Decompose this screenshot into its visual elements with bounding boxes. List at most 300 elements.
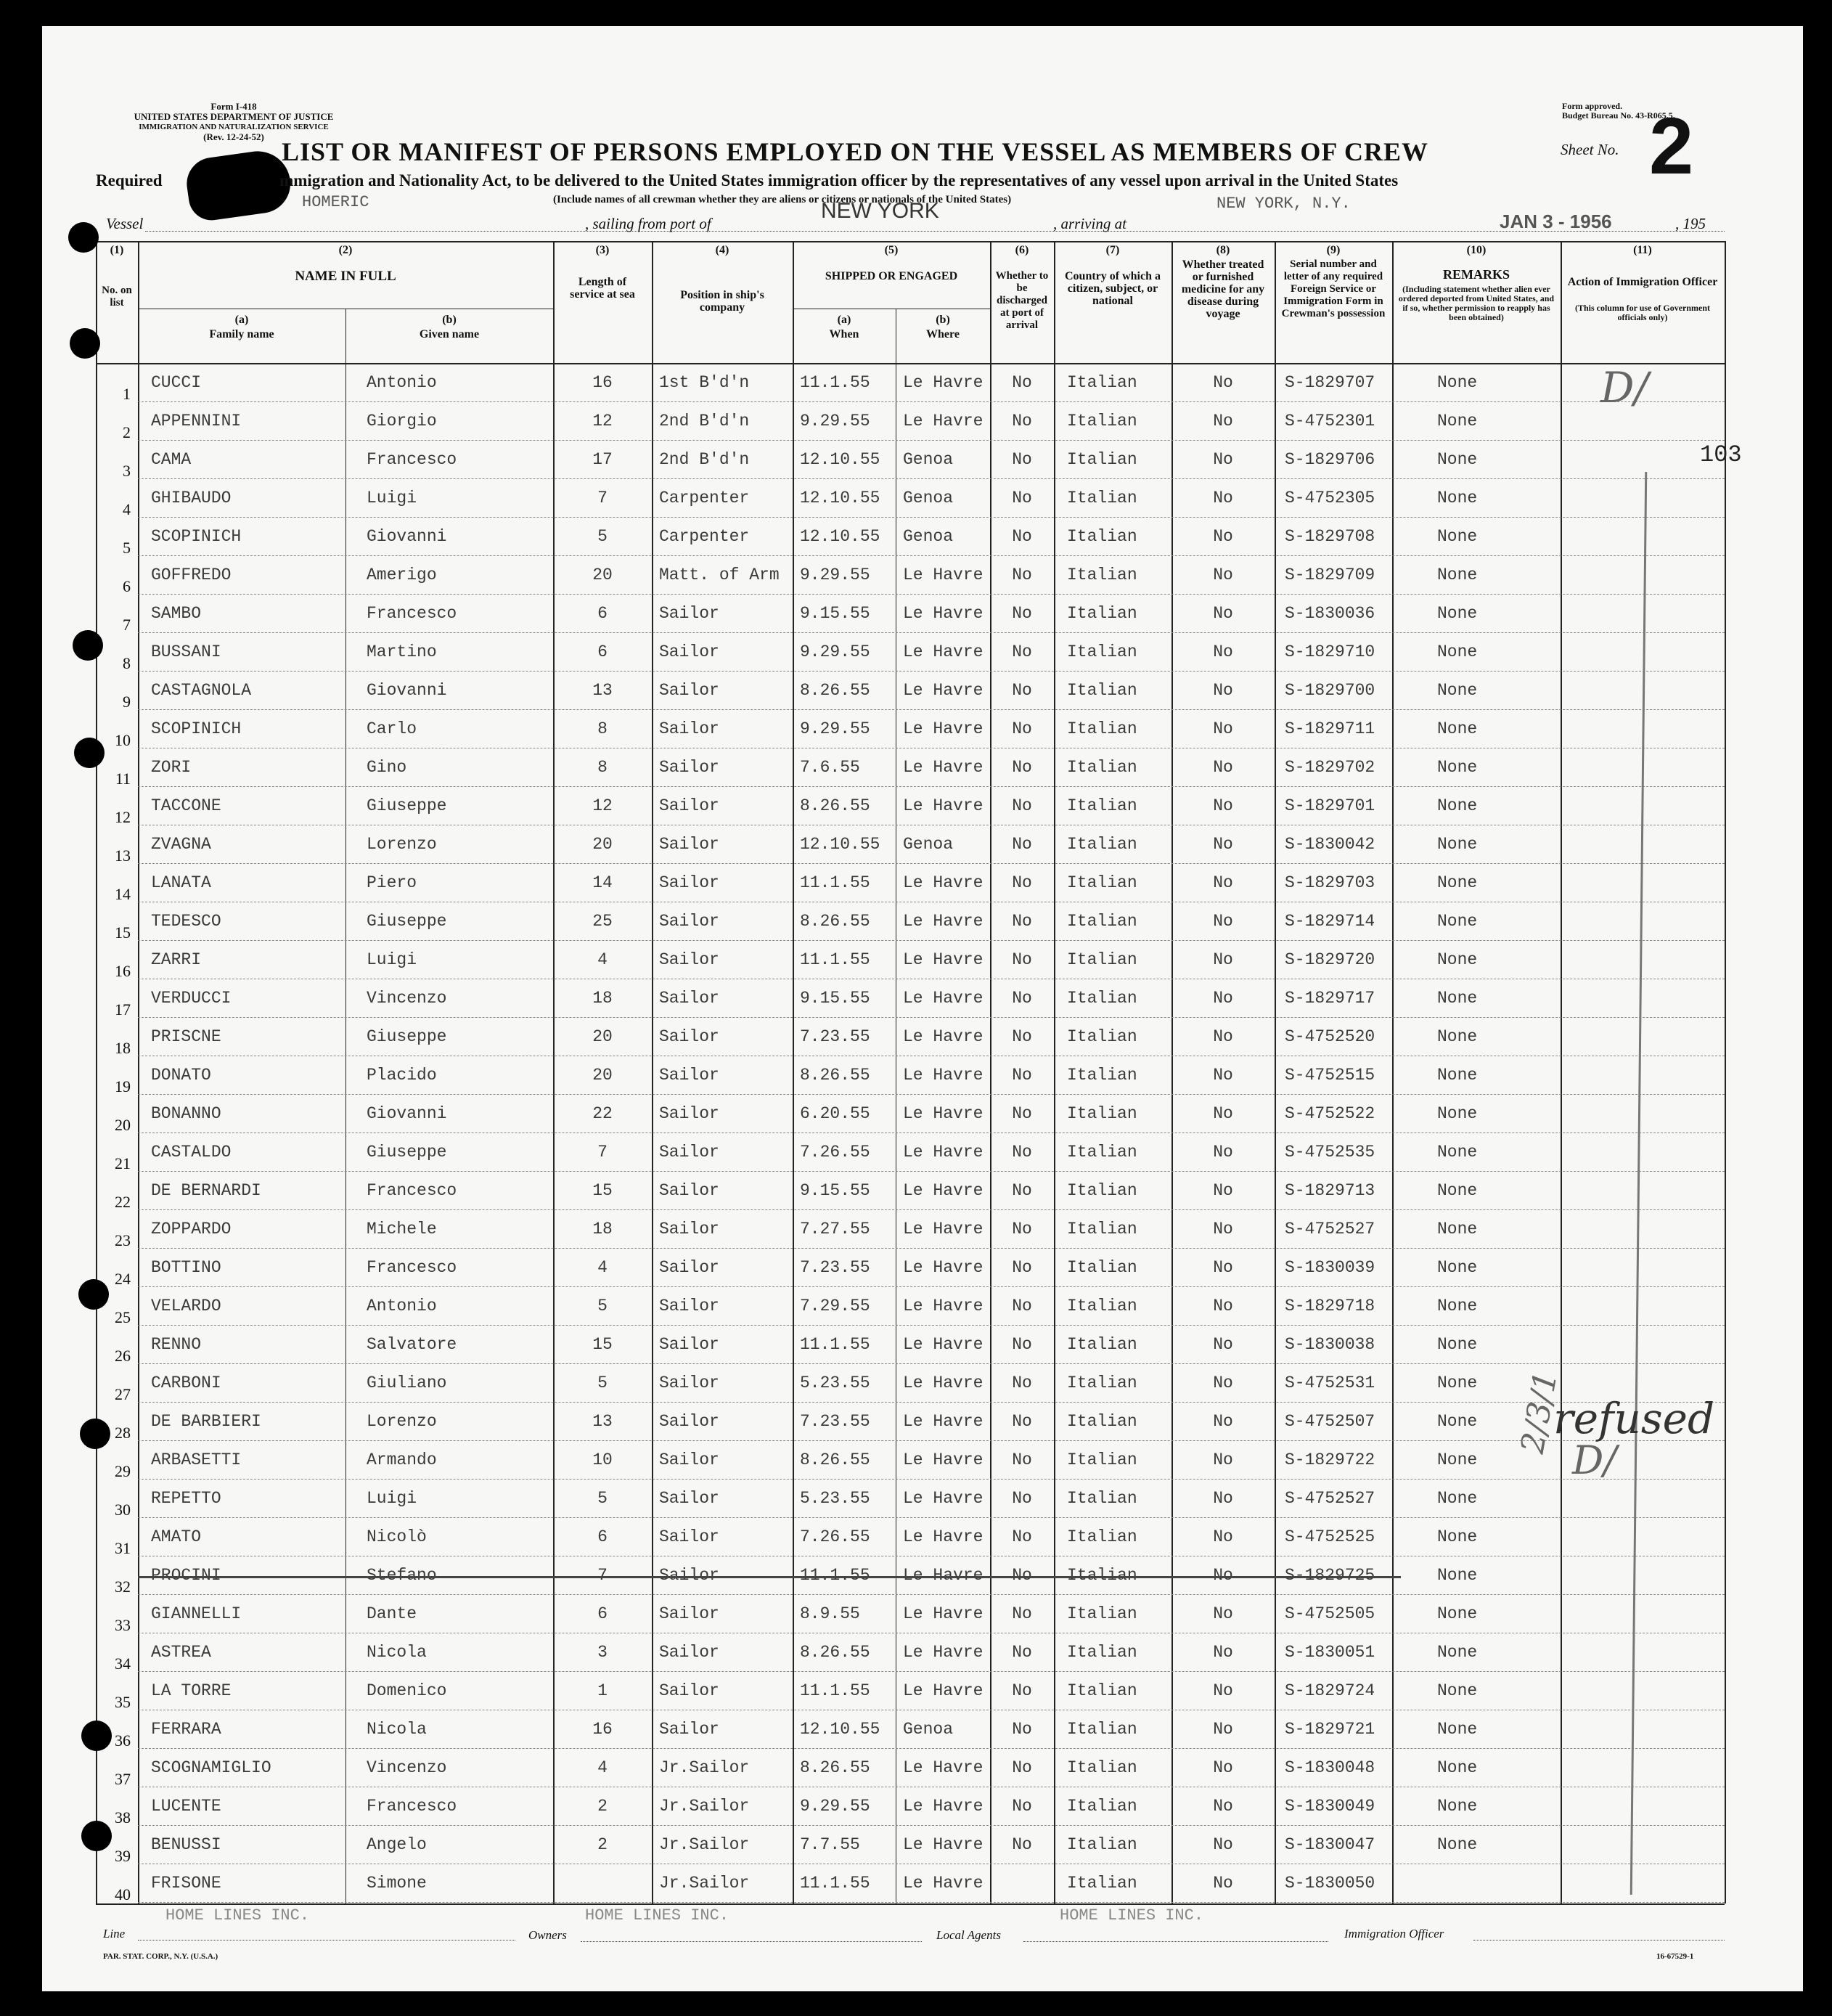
cell-country: Italian	[1067, 1797, 1137, 1816]
cell-treated: No	[1213, 1797, 1233, 1816]
cell-family: SCOPINICH	[151, 527, 242, 546]
cell-serial: S-4752301	[1285, 412, 1375, 430]
cell-length: 7	[597, 1566, 608, 1585]
cell-position: Sailor	[659, 1643, 719, 1662]
cell-country: Italian	[1067, 1604, 1137, 1623]
row-number: 38	[115, 1808, 131, 1827]
cell-country: Italian	[1067, 758, 1137, 777]
col2b-header: Given name	[419, 328, 480, 340]
row-divider	[138, 1748, 1725, 1749]
cell-where: Le Havre	[903, 412, 984, 430]
cell-position: Sailor	[659, 796, 719, 815]
cell-when: 8.26.55	[800, 1758, 870, 1777]
cell-given: Luigi	[367, 489, 417, 507]
cell-when: 7.23.55	[800, 1258, 870, 1277]
cell-treated: No	[1213, 1412, 1233, 1431]
cell-remarks: None	[1437, 1412, 1478, 1431]
cell-length: 15	[592, 1335, 613, 1354]
punch-hole	[81, 1721, 112, 1751]
cell-where: Le Havre	[903, 719, 984, 738]
cell-discharge: No	[1012, 527, 1032, 546]
cell-length: 25	[592, 912, 613, 931]
arrival-date-stamp: JAN 3 - 1956	[1500, 211, 1612, 232]
cell-given: Armando	[367, 1450, 437, 1469]
arriving-port: NEW YORK, N.Y.	[1216, 195, 1351, 213]
col11-number: (11)	[1633, 244, 1652, 256]
cell-treated: No	[1213, 835, 1233, 854]
cell-when: 9.29.55	[800, 642, 870, 661]
include-note: (Include names of all crewman whether they are aliens or citizens or nationals of the United States)	[553, 194, 1012, 205]
cell-serial: S-1829708	[1285, 527, 1375, 546]
cell-where: Le Havre	[903, 1297, 984, 1315]
cell-when: 7.27.55	[800, 1220, 870, 1238]
cell-remarks: None	[1437, 1181, 1478, 1200]
cell-serial: S-1830047	[1285, 1835, 1375, 1854]
cell-given: Francesco	[367, 1181, 457, 1200]
cell-position: Sailor	[659, 1297, 719, 1315]
row-number: 9	[123, 693, 131, 711]
cell-remarks: None	[1437, 1258, 1478, 1277]
cell-position: Sailor	[659, 681, 719, 700]
cell-discharge: No	[1012, 1720, 1032, 1739]
cell-serial: S-1829725	[1285, 1566, 1375, 1585]
row-number: 15	[115, 923, 131, 942]
col4-header: Position in ship's company	[680, 289, 764, 314]
cell-length: 8	[597, 719, 608, 738]
cell-family: TEDESCO	[151, 912, 221, 931]
row-number: 13	[115, 846, 131, 865]
cell-position: Carpenter	[659, 489, 750, 507]
cell-discharge: No	[1012, 412, 1032, 430]
cell-where: Genoa	[903, 527, 954, 546]
cell-treated: No	[1213, 1027, 1233, 1046]
form-revision: (Rev. 12-24-52)	[203, 131, 264, 142]
cell-given: Lorenzo	[367, 1412, 437, 1431]
cell-length: 17	[592, 450, 613, 469]
row-divider	[138, 1248, 1725, 1249]
cell-remarks: None	[1437, 373, 1478, 392]
cell-discharge: No	[1012, 1758, 1032, 1777]
cell-remarks: None	[1437, 1604, 1478, 1623]
col-border-3	[652, 241, 653, 1903]
cell-where: Le Havre	[903, 1335, 984, 1354]
cell-family: TACCONE	[151, 796, 221, 815]
col4-number: (4)	[715, 244, 729, 256]
col3-number: (3)	[595, 244, 610, 256]
cell-treated: No	[1213, 1258, 1233, 1277]
table-top-border	[96, 241, 1725, 242]
cell-where: Le Havre	[903, 566, 984, 584]
col-border-6	[1054, 241, 1055, 1903]
cell-treated: No	[1213, 1450, 1233, 1469]
row-number: 10	[115, 731, 131, 749]
row-divider	[138, 1671, 1725, 1672]
scan-border-left	[0, 0, 42, 2016]
cell-serial: S-4752535	[1285, 1143, 1375, 1162]
cell-treated: No	[1213, 412, 1233, 430]
cell-length: 20	[592, 1066, 613, 1085]
cell-treated: No	[1213, 1566, 1233, 1585]
col1-header: No. on list	[102, 285, 132, 309]
cell-where: Le Havre	[903, 758, 984, 777]
cell-family: GIANNELLI	[151, 1604, 242, 1623]
cell-serial: S-1830042	[1285, 835, 1375, 854]
cell-discharge: No	[1012, 1027, 1032, 1046]
col9-header: Serial number and letter of any required Foreign Service or Immigration Form in Crewman's possession	[1281, 258, 1386, 319]
row-divider	[138, 401, 1725, 402]
table-header-border	[96, 363, 1725, 364]
cell-position: Sailor	[659, 1258, 719, 1277]
cell-given: Piero	[367, 873, 417, 892]
cell-given: Giuseppe	[367, 1143, 447, 1162]
cell-when: 7.23.55	[800, 1027, 870, 1046]
cell-discharge: No	[1012, 1335, 1032, 1354]
department-name: UNITED STATES DEPARTMENT OF JUSTICE	[134, 111, 334, 122]
cell-family: PRISCNE	[151, 1027, 221, 1046]
cell-length: 5	[597, 1374, 608, 1392]
cell-family: PROCINI	[151, 1566, 221, 1585]
pencil-mark-top: D/	[1600, 363, 1649, 412]
cell-where: Genoa	[903, 835, 954, 854]
cell-position: Sailor	[659, 758, 719, 777]
col8-number: (8)	[1216, 244, 1230, 256]
col6-number: (6)	[1015, 244, 1029, 256]
cell-position: Sailor	[659, 1681, 719, 1700]
cell-country: Italian	[1067, 1258, 1137, 1277]
cell-given: Antonio	[367, 1297, 437, 1315]
cell-position: Jr.Sailor	[659, 1797, 750, 1816]
cell-family: DONATO	[151, 1066, 211, 1085]
row-divider	[138, 1017, 1725, 1018]
row-number: 32	[115, 1578, 131, 1596]
cell-family: ZARRI	[151, 950, 202, 969]
vessel-underline	[145, 231, 1725, 232]
cell-given: Giuliano	[367, 1374, 447, 1392]
cell-family: ZVAGNA	[151, 835, 211, 854]
cell-where: Le Havre	[903, 1027, 984, 1046]
cell-treated: No	[1213, 1874, 1233, 1893]
cell-discharge: No	[1012, 1258, 1032, 1277]
cell-position: Jr.Sailor	[659, 1835, 750, 1854]
cell-given: Simone	[367, 1874, 427, 1893]
cell-when: 8.9.55	[800, 1604, 860, 1623]
cell-given: Giovanni	[367, 1104, 447, 1123]
row-number: 22	[115, 1193, 131, 1211]
cell-serial: S-4752527	[1285, 1220, 1375, 1238]
cell-remarks: None	[1437, 1681, 1478, 1700]
row-number: 36	[115, 1731, 131, 1750]
cell-remarks: None	[1437, 1066, 1478, 1085]
row-number: 11	[115, 770, 131, 788]
subtitle-right: mmigration and Nationality Act, to be delivered to the United States immigration officer by the representatives of any vessel upon arrival in the United States	[279, 171, 1399, 189]
cell-treated: No	[1213, 489, 1233, 507]
cell-country: Italian	[1067, 1835, 1137, 1854]
cell-when: 6.20.55	[800, 1104, 870, 1123]
row-number: 24	[115, 1270, 131, 1288]
cell-treated: No	[1213, 373, 1233, 392]
line-value: HOME LINES INC.	[165, 1906, 310, 1925]
col5a-letter: (a)	[837, 314, 851, 326]
row-divider	[138, 786, 1725, 787]
cell-length: 6	[597, 642, 608, 661]
cell-where: Le Havre	[903, 1143, 984, 1162]
cell-when: 7.26.55	[800, 1527, 870, 1546]
cell-family: SCOGNAMIGLIO	[151, 1758, 271, 1777]
cell-where: Le Havre	[903, 1874, 984, 1893]
cell-remarks: None	[1437, 873, 1478, 892]
row-number: 34	[115, 1654, 131, 1673]
pencil-date-note: 2/3/1	[1513, 1368, 1565, 1456]
cell-length: 2	[597, 1835, 608, 1854]
cell-country: Italian	[1067, 1643, 1137, 1662]
cell-where: Le Havre	[903, 950, 984, 969]
cell-where: Le Havre	[903, 873, 984, 892]
cell-when: 8.26.55	[800, 1643, 870, 1662]
cell-country: Italian	[1067, 950, 1137, 969]
row-number: 7	[123, 616, 131, 634]
cell-given: Amerigo	[367, 566, 437, 584]
row-divider	[138, 1479, 1725, 1480]
cell-length: 10	[592, 1450, 613, 1469]
cell-treated: No	[1213, 796, 1233, 815]
col5a-header: When	[829, 328, 859, 340]
row-divider	[138, 1286, 1725, 1287]
cell-country: Italian	[1067, 1450, 1137, 1469]
cell-where: Le Havre	[903, 604, 984, 623]
punch-hole	[68, 222, 99, 253]
cell-remarks: None	[1437, 912, 1478, 931]
col10-note: (Including statement whether alien ever ordered deported from United States, and if so, whether permission to reapply has been obtained)	[1398, 284, 1555, 322]
cell-family: SAMBO	[151, 604, 202, 623]
row-number: 23	[115, 1231, 131, 1249]
cell-country: Italian	[1067, 1374, 1137, 1392]
cell-discharge: No	[1012, 1835, 1032, 1854]
cell-when: 7.6.55	[800, 758, 860, 777]
cell-family: BENUSSI	[151, 1835, 221, 1854]
cell-when: 11.1.55	[800, 1681, 870, 1700]
cell-country: Italian	[1067, 796, 1137, 815]
cell-discharge: No	[1012, 796, 1032, 815]
row-number: 14	[115, 885, 131, 903]
cell-remarks: None	[1437, 1297, 1478, 1315]
cell-given: Francesco	[367, 1797, 457, 1816]
cell-when: 5.23.55	[800, 1374, 870, 1392]
row-number: 30	[115, 1501, 131, 1519]
arriving-label: , arriving at	[1053, 215, 1126, 232]
cell-country: Italian	[1067, 1412, 1137, 1431]
cell-when: 12.10.55	[800, 489, 880, 507]
cell-family: BOTTINO	[151, 1258, 221, 1277]
punch-hole	[80, 1419, 110, 1449]
side-number: 103	[1700, 441, 1742, 468]
row-divider	[138, 1825, 1725, 1826]
cell-family: CARBONI	[151, 1374, 221, 1392]
row-divider	[138, 555, 1725, 556]
cell-position: Sailor	[659, 912, 719, 931]
col8-header: Whether treated or furnished medicine for any disease during voyage	[1181, 258, 1265, 320]
cell-length: 7	[597, 1143, 608, 1162]
cell-position: Sailor	[659, 1374, 719, 1392]
cell-serial: S-4752507	[1285, 1412, 1375, 1431]
cell-country: Italian	[1067, 1297, 1137, 1315]
cell-position: Sailor	[659, 1104, 719, 1123]
cell-serial: S-4752522	[1285, 1104, 1375, 1123]
cell-discharge: No	[1012, 642, 1032, 661]
cell-remarks: None	[1437, 1527, 1478, 1546]
cell-length: 20	[592, 1027, 613, 1046]
cell-country: Italian	[1067, 1066, 1137, 1085]
cell-family: ARBASETTI	[151, 1450, 242, 1469]
cell-treated: No	[1213, 1297, 1233, 1315]
cell-when: 11.1.55	[800, 1566, 870, 1585]
owners-underline	[581, 1941, 922, 1942]
cell-given: Martino	[367, 642, 437, 661]
cell-treated: No	[1213, 681, 1233, 700]
col5b-header: Where	[926, 328, 960, 340]
cell-serial: S-1829718	[1285, 1297, 1375, 1315]
cell-remarks: None	[1437, 1566, 1478, 1585]
cell-where: Le Havre	[903, 1412, 984, 1431]
cell-family: LANATA	[151, 873, 211, 892]
cell-discharge: No	[1012, 1681, 1032, 1700]
col9-number: (9)	[1326, 244, 1341, 256]
owners-value: HOME LINES INC.	[585, 1906, 729, 1925]
cell-treated: No	[1213, 1720, 1233, 1739]
cell-when: 8.26.55	[800, 1450, 870, 1469]
cell-given: Antonio	[367, 373, 437, 392]
cell-position: Sailor	[659, 642, 719, 661]
cell-position: Sailor	[659, 950, 719, 969]
col2b-letter: (b)	[442, 314, 457, 326]
cell-country: Italian	[1067, 412, 1137, 430]
service-name: IMMIGRATION AND NATURALIZATION SERVICE	[139, 123, 329, 131]
cell-discharge: No	[1012, 1143, 1032, 1162]
row-number: 17	[115, 1000, 131, 1019]
cell-discharge: No	[1012, 1066, 1032, 1085]
row-number: 3	[123, 462, 131, 480]
col5b-letter: (b)	[936, 314, 950, 326]
form-number: Form I-418	[210, 101, 257, 112]
cell-country: Italian	[1067, 873, 1137, 892]
cell-serial: S-1829721	[1285, 1720, 1375, 1739]
cell-country: Italian	[1067, 1527, 1137, 1546]
cell-serial: S-1829706	[1285, 450, 1375, 469]
cell-given: Francesco	[367, 450, 457, 469]
col-border-5	[990, 241, 991, 1903]
cell-family: ZORI	[151, 758, 192, 777]
cell-remarks: None	[1437, 719, 1478, 738]
col5-number: (5)	[884, 244, 899, 256]
cell-position: Sailor	[659, 1604, 719, 1623]
row-number: 35	[115, 1693, 131, 1711]
cell-position: Sailor	[659, 1412, 719, 1431]
cell-when: 9.29.55	[800, 719, 870, 738]
cell-family: CASTAGNOLA	[151, 681, 252, 700]
row-number: 12	[115, 808, 131, 826]
pencil-refused-note: refused	[1553, 1394, 1715, 1443]
cell-when: 7.23.55	[800, 1412, 870, 1431]
punch-hole	[81, 1821, 112, 1851]
cell-where: Le Havre	[903, 1181, 984, 1200]
printer-line: PAR. STAT. CORP., N.Y. (U.S.A.)	[103, 1952, 218, 1961]
cell-given: Giovanni	[367, 527, 447, 546]
row-number: 29	[115, 1462, 131, 1480]
cell-where: Le Havre	[903, 1758, 984, 1777]
cell-family: CAMA	[151, 450, 192, 469]
cell-remarks: None	[1437, 989, 1478, 1008]
cell-treated: No	[1213, 1066, 1233, 1085]
cell-position: Sailor	[659, 1450, 719, 1469]
col11-header: Action of Immigration Officer	[1567, 276, 1718, 288]
cell-serial: S-1829701	[1285, 796, 1375, 815]
cell-position: Sailor	[659, 1489, 719, 1508]
cell-country: Italian	[1067, 1758, 1137, 1777]
row-number: 18	[115, 1039, 131, 1057]
cell-country: Italian	[1067, 1335, 1137, 1354]
cell-remarks: None	[1437, 1220, 1478, 1238]
cell-position: 2nd B'd'n	[659, 450, 750, 469]
cell-where: Le Havre	[903, 1604, 984, 1623]
cell-treated: No	[1213, 758, 1233, 777]
cell-remarks: None	[1437, 450, 1478, 469]
cell-serial: S-1830038	[1285, 1335, 1375, 1354]
cell-position: Carpenter	[659, 527, 750, 546]
cell-family: RENNO	[151, 1335, 202, 1354]
cell-given: Francesco	[367, 604, 457, 623]
cell-country: Italian	[1067, 1681, 1137, 1700]
vessel-label: Vessel	[106, 215, 144, 232]
row-number: 20	[115, 1116, 131, 1134]
cell-country: Italian	[1067, 681, 1137, 700]
cell-discharge: No	[1012, 989, 1032, 1008]
sailing-label: , sailing from port of	[585, 215, 711, 232]
row-number: 27	[115, 1385, 131, 1403]
cell-where: Le Havre	[903, 1066, 984, 1085]
row-divider	[138, 671, 1725, 672]
cell-country: Italian	[1067, 1566, 1137, 1585]
cell-when: 8.26.55	[800, 681, 870, 700]
cell-country: Italian	[1067, 1720, 1137, 1739]
cell-discharge: No	[1012, 1643, 1032, 1662]
cell-remarks: None	[1437, 604, 1478, 623]
cell-given: Vincenzo	[367, 989, 447, 1008]
cell-when: 9.29.55	[800, 566, 870, 584]
pencil-mark-bottom: D/	[1572, 1437, 1617, 1483]
row-divider	[138, 1171, 1725, 1172]
cell-where: Le Havre	[903, 1797, 984, 1816]
cell-family: CASTALDO	[151, 1143, 232, 1162]
cell-where: Le Havre	[903, 642, 984, 661]
col-border-7	[1171, 241, 1173, 1903]
form-code: 16-67529-1	[1656, 1952, 1694, 1961]
row-number: 5	[123, 539, 131, 557]
cell-given: Gino	[367, 758, 407, 777]
cell-remarks: None	[1437, 950, 1478, 969]
cell-serial: S-4752505	[1285, 1604, 1375, 1623]
cell-where: Le Havre	[903, 796, 984, 815]
cell-family: BUSSANI	[151, 642, 221, 661]
cell-where: Le Havre	[903, 1835, 984, 1854]
col-border-left	[96, 241, 97, 1903]
cell-serial: S-1830048	[1285, 1758, 1375, 1777]
cell-where: Le Havre	[903, 1220, 984, 1238]
cell-serial: S-1830051	[1285, 1643, 1375, 1662]
cell-remarks: None	[1437, 412, 1478, 430]
cell-remarks: None	[1437, 566, 1478, 584]
cell-length: 20	[592, 566, 613, 584]
col-border-10	[1561, 241, 1562, 1903]
cell-discharge: No	[1012, 1450, 1032, 1469]
